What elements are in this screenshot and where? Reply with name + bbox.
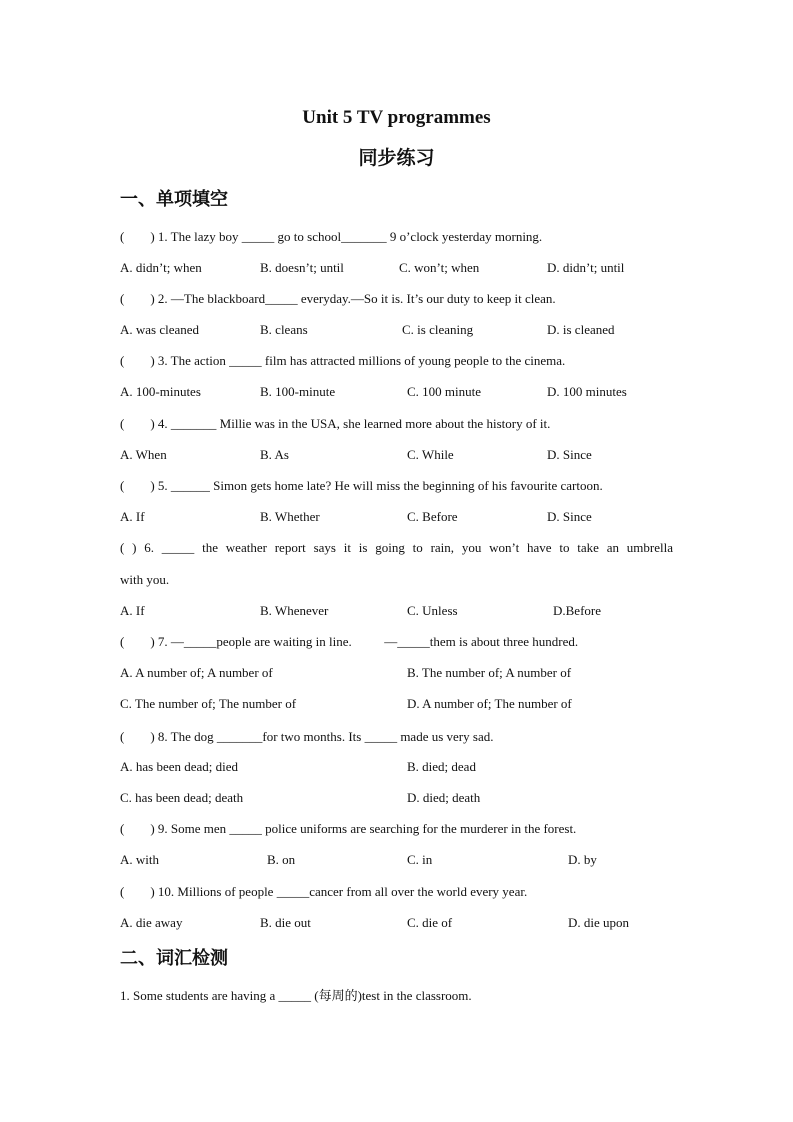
question-1-option: A. didn’t; when: [120, 260, 202, 275]
question-4-option: D. Since: [547, 447, 592, 462]
question-8-option: A. has been dead; died: [120, 759, 239, 774]
question-9-option: C. in: [407, 852, 433, 867]
question-2-option: D. is cleaned: [547, 322, 615, 337]
question-4-option: A. When: [120, 447, 167, 462]
question-4-option: C. While: [407, 447, 454, 462]
question-2-option: C. is cleaning: [402, 322, 474, 337]
question-10-stem: ( ) 10. Millions of people _____cancer from all over the world every year.: [120, 884, 528, 899]
document-title: Unit 5 TV programmes: [302, 107, 491, 128]
document-subtitle: 同步练习: [358, 148, 435, 169]
question-1-stem: ( ) 1. The lazy boy _____ go to school_______ 9 o’clock yesterday morning.: [120, 229, 543, 244]
question-7-option: A. A number of; A number of: [120, 665, 273, 680]
question-2-option: B. cleans: [260, 322, 308, 337]
question-2-stem: ( ) 2. —The blackboard_____ everyday.—So it is. It’s our duty to keep it clean.: [120, 291, 556, 306]
question-8-option: D. died; death: [407, 790, 481, 805]
question-7-stem: ( ) 7. —_____people are waiting in line. —_____them is about three hundred.: [120, 634, 579, 649]
question-6-option: A. If: [120, 603, 145, 618]
question-3-option: C. 100 minute: [407, 384, 482, 399]
question-10-option: A. die away: [120, 915, 183, 930]
question-7-option: D. A number of; The number of: [407, 696, 572, 711]
question-4-stem: ( ) 4. _______ Millie was in the USA, she learned more about the history of it.: [120, 416, 551, 431]
question-5-option: A. If: [120, 509, 145, 524]
question-3-option: A. 100-minutes: [120, 384, 201, 399]
question-6-stem-continued: with you.: [120, 572, 170, 587]
question-8-stem: ( ) 8. The dog _______for two months. Its _____ made us very sad.: [120, 729, 494, 744]
question-10-option: B. die out: [260, 915, 311, 930]
question-7-option: C. The number of; The number of: [120, 696, 297, 711]
question-6-stem: ( ) 6. _____ the weather report says it is going to rain, you won’t have to take an umbrella: [120, 540, 673, 555]
section-2-heading: 二、词汇检测: [120, 948, 228, 969]
question-6-option: B. Whenever: [260, 603, 329, 618]
question-10-option: D. die upon: [568, 915, 630, 930]
vocab-item: 1. Some students are having a _____ (每周的)test in the classroom.: [120, 988, 472, 1003]
question-5-stem: ( ) 5. ______ Simon gets home late? He will miss the beginning of his favourite cartoon.: [120, 478, 603, 493]
question-3-option: B. 100-minute: [260, 384, 336, 399]
question-5-option: D. Since: [547, 509, 592, 524]
question-9-option: D. by: [568, 852, 597, 867]
question-5-option: C. Before: [407, 509, 458, 524]
question-8-option: B. died; dead: [407, 759, 476, 774]
question-9-stem: ( ) 9. Some men _____ police uniforms are searching for the murderer in the forest.: [120, 821, 577, 836]
section-1-heading: 一、单项填空: [120, 189, 228, 210]
question-3-stem: ( ) 3. The action _____ film has attracted millions of young people to the cinema.: [120, 353, 566, 368]
question-6-option: C. Unless: [407, 603, 458, 618]
question-1-option: B. doesn’t; until: [260, 260, 344, 275]
question-8-option: C. has been dead; death: [120, 790, 244, 805]
question-2-option: A. was cleaned: [120, 322, 200, 337]
question-1-option: C. won’t; when: [399, 260, 480, 275]
question-6-option: D.Before: [553, 603, 602, 618]
question-9-option: B. on: [267, 852, 296, 867]
question-5-option: B. Whether: [260, 509, 320, 524]
question-4-option: B. As: [260, 447, 289, 462]
question-1-option: D. didn’t; until: [547, 260, 625, 275]
question-3-option: D. 100 minutes: [547, 384, 627, 399]
question-9-option: A. with: [120, 852, 159, 867]
question-10-option: C. die of: [407, 915, 453, 930]
question-7-option: B. The number of; A number of: [407, 665, 572, 680]
